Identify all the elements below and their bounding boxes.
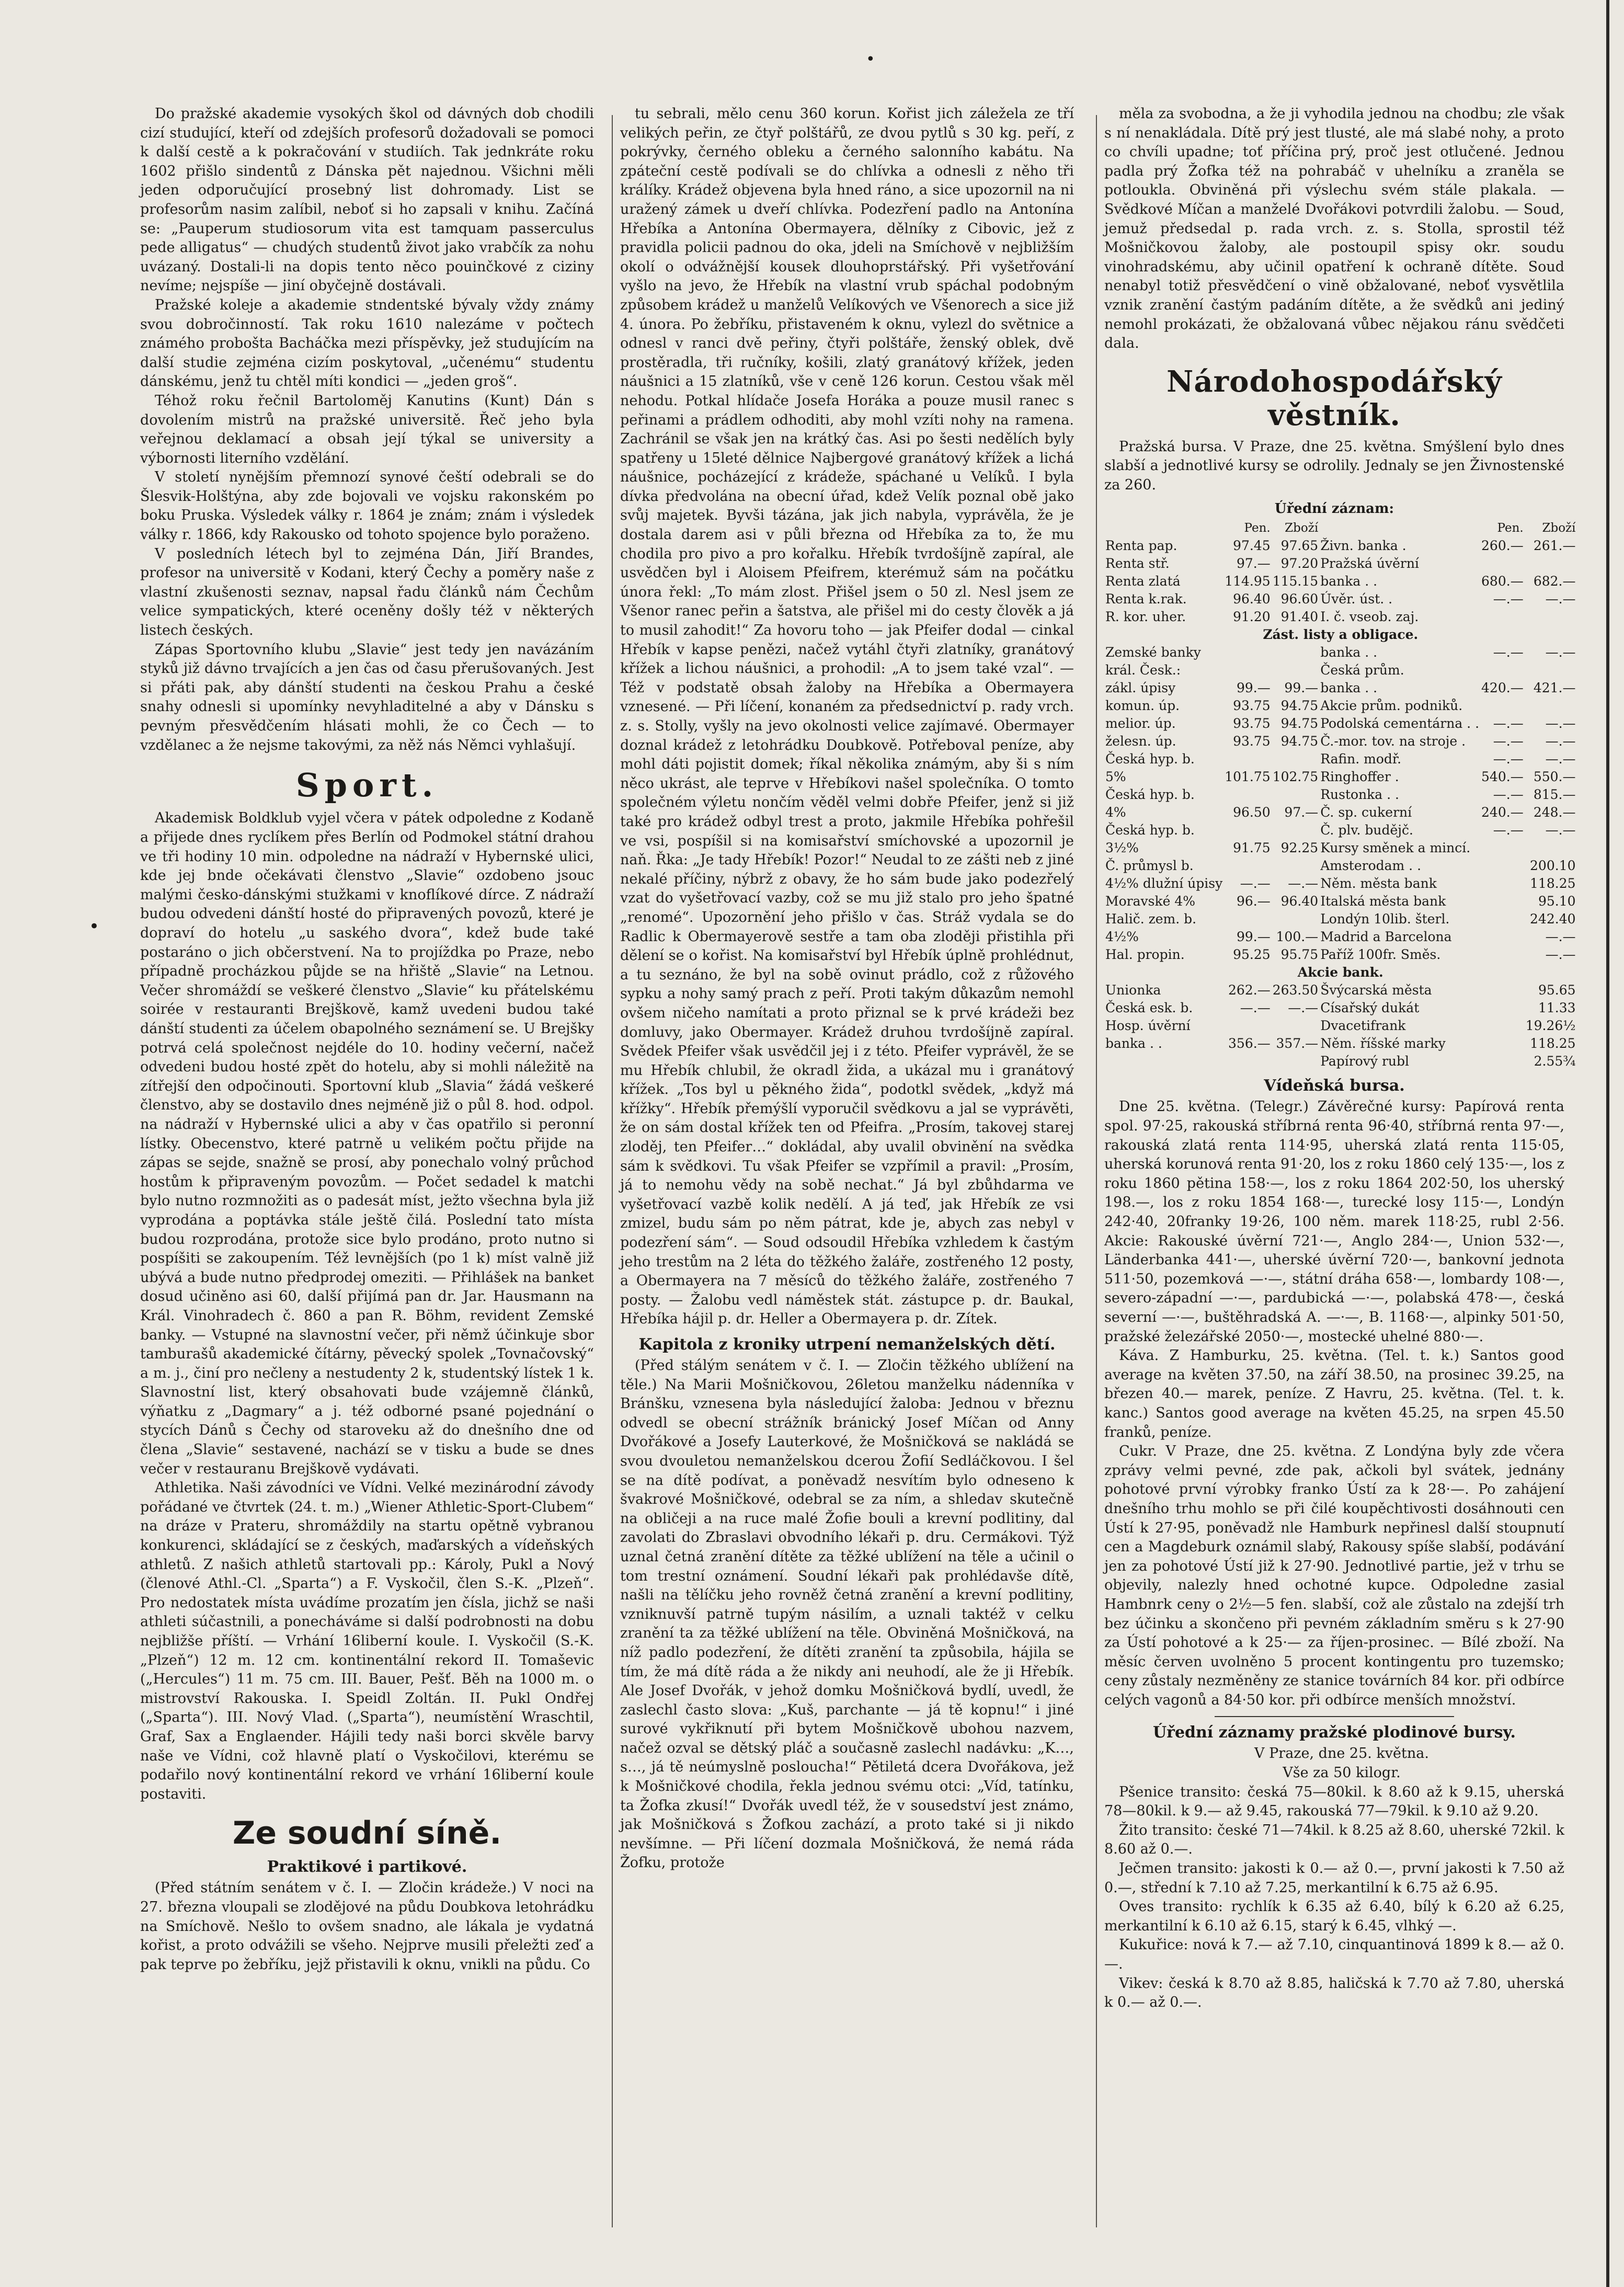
article-paragraph: Zápas Sportovního klubu „Slavie“ jest tedy jen navázáním styků již dávno trvajících a jen čas od času přerušovaných. Jest si přáti pak, aby dánští studenti na českou Prahu a české snahy odnesli si upomínky nevyhladitelné a aby v Dánsku s pevným přesvědčením hlásati mohli, že co Čech — to vzdělanec a že nejsme takovými, za něž nás Němci vyhlašují. bbox=[140, 641, 594, 753]
table-row bbox=[1104, 1053, 1577, 1070]
table-cell bbox=[1480, 697, 1525, 715]
table-section-header bbox=[1104, 964, 1577, 981]
table-cell: —.— bbox=[1493, 751, 1524, 767]
table-cell: Úvěr. úst. . bbox=[1320, 591, 1393, 607]
table-cell: 97.65 bbox=[1280, 538, 1319, 554]
table-cell bbox=[1272, 857, 1319, 875]
table-cell bbox=[1480, 946, 1525, 964]
table-cell: 99.— bbox=[1236, 929, 1271, 945]
table-row bbox=[1104, 1017, 1577, 1035]
column-divider bbox=[1096, 115, 1097, 2227]
table-row bbox=[1104, 839, 1577, 857]
table-cell: 260.— bbox=[1481, 538, 1524, 554]
table-cell: 118.25 bbox=[1530, 876, 1576, 891]
table-row bbox=[1104, 786, 1577, 804]
table-cell bbox=[1480, 839, 1525, 857]
table-row bbox=[1104, 608, 1577, 626]
table-cell: Renta k.rak. bbox=[1105, 591, 1187, 607]
table-cell: 2.55¾ bbox=[1534, 1054, 1576, 1069]
table-cell bbox=[1525, 839, 1577, 857]
table-cell: želesn. úp. bbox=[1105, 734, 1176, 749]
table-cell: —.— bbox=[1545, 591, 1576, 607]
table-cell: —.— bbox=[1545, 822, 1576, 838]
table-cell: 101.75 bbox=[1225, 769, 1271, 785]
table-cell bbox=[1480, 928, 1525, 946]
table-cell bbox=[1480, 981, 1525, 999]
table-cell: Renta pap. bbox=[1105, 538, 1177, 554]
table-row bbox=[1104, 999, 1577, 1017]
table-cell: 19.26½ bbox=[1525, 1018, 1576, 1034]
table-cell: Londýn 10lib. šterl. bbox=[1320, 911, 1450, 927]
table-cell: 99.— bbox=[1284, 680, 1319, 696]
article-paragraph: Akademisk Boldklub vyjel včera v pátek odpoledne z Kodaně a přijede dnes ryclíkem přes Berlín od Podmokel státní drahou ve tři hodiny 10 min. odpoledne na nádraží v Hybernské ulici, kde jej bnde očekávati členstvo „Slavie“ ozdobeno jsouc malými česko-dánskými stužkami v knoflíkové dírce. Z nádraží budou odvedeni dánští hosté do připravených povozů, které je dopraví do hotelu „u saského dvora“, kdež bude také postaráno o jich občerstvení. Na to projíždka po Praze, nebo případně procházkou půjde se na hřiště „Slavie“ na Letnou. Večer shromáždí se veškeré členstvo „Slavie“ ku přátelskému soirée v restauranti Brejškově, kamž uvedeni budou také dánští studenti za účelem obapolného seznámení se. U Brejšky potrvá celá společnost nejdéle do 10. hodiny večerní, načež odvedeni budou hosté zpět do hotelu, aby si mohli náležitě na zítřejší den odpočinouti. Sportovní klub „Slavia“ žádá veškeré členstvo, aby se dostavilo dnes nejméně již o půl 8. hod. odpol. na nádraží v Hybernské ulici a aby v čas opatřilo si peronní lístky. Obecenstvo, které patrně u velikém počtu přijde na zápas se sejde, snažně se prosí, aby ponechalo volný průchod hostům k připraveným povozům. — Počet sedadel k matchi bylo nutno rozmnožiti as o padesát míst, ježto všechna byla již vyprodána a poptávka stále ještě čilá. Poslední tato místa budou rozprodána, protože sice bylo prodáno, proto nutno si pospíšiti se zakoupením. Též levnějších (po 1 k) míst valně již ubývá a bude nutno předprodej omeziti. — Přihlášek na banket dosud učiněno asi 60, další přijímá pan dr. Jar. Hausmann na Král. Vinohradech č. 860 a pan R. Böhm, revident Zemské banky. — Vstupné na slavnostní večer, při němž účinkuje sbor tamburašů akademické čítárny, pěvecký spolek „Tovnačovský“ a m. j., činí pro nečleny a nestudenty 2 k, studentský lístek 1 k. Slavnostní list, který obsahovati bude vzájemně článků, výňatku z „Dagmary“ a j. též odborné psané pojednání o stycích Dánů s Čechy od staroveku až do dnešního dne od člena „Slavie“ sestavené, nachází se v tisku a bude se dnes večer v restauranu Brejškově vydávati. bbox=[140, 810, 594, 1477]
column-right bbox=[1104, 105, 1576, 2238]
table-cell: 97.45 bbox=[1233, 538, 1271, 554]
table-cell: Hosp. úvěrní bbox=[1105, 1018, 1191, 1034]
table-cell: 96.— bbox=[1236, 894, 1271, 909]
table-cell bbox=[1272, 644, 1319, 661]
table-cell: 5% bbox=[1105, 769, 1126, 785]
table-row bbox=[1104, 910, 1577, 928]
table-cell: 262.— bbox=[1228, 982, 1271, 998]
article-paragraph: Athletika. Naši závodníci ve Vídni. Velké mezinárodní závody pořádané ve čtvrtek (24. t. m.) „Wiener Athletic-Sport-Clubem“ na dráze v Prateru, shromáždily na startu opětně vybranou konkurenci, skládající se z českých, maďarských a vídeňských athletů. Z našich athletů startovali pp.: Károly, Pukl a Nový (členové Athl.-Cl. „Sparta“) a F. Vyskočil, člen S.-K. „Plzeň“. Pro nedostatek místa uvádíme prozatím jen čísla, jichž se naši athleti súčastnili, a ponecháváme si další podrobnosti na dobu nejbližše příští. — Vrhání 16liberní koule. I. Vyskočil (S.-K. „Plzeň“) 12 m. 12 cm. kontinentální rekord II. Tomaševic („Hercules“) 11 m. 75 cm. III. Bauer, Pešť. Běh na 1000 m. o mistrovství Rakouska. I. Speidl Zoltán. II. Pukl Ondřej („Sparta“). III. Nový Vlad. („Sparta“), neumístění Wraschtil, Graf, Sax a Englaender. Hájili tedy naši borci skvěle barvy naše ve Vídni, což hlavně platí o Vyskočilovi, kterému se podařilo nový kontinentální rekord ve vrhání 16liberní koule postaviti. bbox=[140, 1480, 594, 1802]
table-cell: 97.— bbox=[1236, 556, 1271, 571]
table-cell bbox=[1525, 608, 1577, 626]
table-cell bbox=[1272, 1017, 1319, 1035]
table-cell: 3½% bbox=[1105, 840, 1139, 856]
table-cell: 4½% dlužní úpisy bbox=[1105, 876, 1223, 891]
table-cell bbox=[1525, 555, 1577, 573]
table-cell: 102.75 bbox=[1272, 769, 1319, 785]
table-cell: Č. plv. budějč. bbox=[1320, 822, 1413, 838]
table-cell: Rafin. modř. bbox=[1320, 751, 1402, 767]
table-cell: komun. úp. bbox=[1105, 698, 1180, 714]
divider bbox=[1215, 1716, 1454, 1717]
table-row bbox=[1104, 661, 1577, 679]
table-cell bbox=[1272, 1053, 1319, 1070]
table-cell bbox=[1223, 857, 1271, 875]
table-cell: 96.40 bbox=[1280, 894, 1319, 909]
table-cell: Halič. zem. b. bbox=[1105, 911, 1197, 927]
table-cell: král. Česk.: bbox=[1105, 662, 1181, 678]
table-cell bbox=[1272, 750, 1319, 768]
table-cell bbox=[1272, 786, 1319, 804]
table-cell bbox=[1480, 875, 1525, 893]
table-cell: 95.75 bbox=[1280, 947, 1319, 963]
table-cell: 94.75 bbox=[1280, 698, 1319, 714]
table-cell: Kursy směnek a mincí. bbox=[1320, 840, 1471, 856]
table-cell: banka . . bbox=[1105, 1036, 1162, 1051]
table-cell: Zboží bbox=[1285, 521, 1319, 535]
table-cell: Pen. bbox=[1497, 521, 1524, 535]
table-cell: 94.75 bbox=[1280, 734, 1319, 749]
table-cell: Pen. bbox=[1244, 521, 1271, 535]
table-cell: —.— bbox=[1493, 591, 1524, 607]
table-row bbox=[1104, 733, 1577, 750]
table-cell: —.— bbox=[1493, 787, 1524, 803]
table-cell: 200.10 bbox=[1530, 858, 1576, 874]
article-paragraph: Téhož roku řečnil Bartoloměj Kanutins (Kunt) Dán s dovolením mistrů na pražské universitě. Řeč jeho byla veřejnou deklamací a obsah její týkal se university a výbornosti literního vzdělání. bbox=[140, 392, 594, 466]
table-cell: 93.75 bbox=[1233, 716, 1271, 731]
table-cell: Amsterodam . . bbox=[1320, 858, 1422, 874]
article-paragraph: Dne 25. května. (Telegr.) Závěrečné kursy: Papírová renta spol. 97·25, rakouská stříbrná renta 96·40, stříbrná renta 97·—, rakouská zlatá renta 114·95, uherská zlatá renta 115·05, uherská korunová renta 91·20, los z roku 1860 celý 135·—, los z roku 1860 pětina 158·—, los z roku 1864 202·50, los uherský 198.—, los z roku 1854 168·—, turecké losy 115·—, Londýn 242·40, 20franky 19·26, 100 něm. marek 118·25, rubl 2·56. Akcie: Rakouské úvěrní 721·—, Anglo 284·—, Union 532·—, Länderbanka 441·—, uherské úvěrní 720·—, bankovní jednota 511·50, pozemková —·—, státní dráha 658·—, lombardy 108·—, severo-západní —·—, pardubická —·—, polabská 478·—, česká severní —·—, buštěhradská A. —·—, B. 1168·—, alpinky 501·50, pražské železářské 2050·—, mostecké uhelné 880·—. bbox=[1104, 1099, 1564, 1345]
table-row bbox=[1104, 537, 1577, 555]
table-cell: 93.75 bbox=[1233, 734, 1271, 749]
table-row bbox=[1104, 697, 1577, 715]
table-row bbox=[1104, 590, 1577, 608]
table-cell: Akcie bank. bbox=[1297, 965, 1383, 980]
table-cell: Č. sp. cukerní bbox=[1320, 805, 1412, 820]
table-cell: Zboží bbox=[1542, 521, 1576, 535]
table-cell bbox=[1480, 999, 1525, 1017]
table-cell: 118.25 bbox=[1530, 1036, 1576, 1051]
table-cell: Živn. banka . bbox=[1320, 538, 1406, 554]
table-cell: —.— bbox=[1545, 751, 1576, 767]
table-cell: Něm. města bank bbox=[1320, 876, 1437, 891]
table-cell: banka . . bbox=[1320, 680, 1378, 696]
table-cell: 96.60 bbox=[1280, 591, 1319, 607]
table-cell: Česká hyp. b. bbox=[1105, 822, 1195, 838]
table-cell: 100.— bbox=[1276, 929, 1319, 945]
table-cell: banka . . bbox=[1320, 645, 1378, 660]
article-subheading: Praktikové i partikové. bbox=[267, 1858, 467, 1877]
table-row bbox=[1104, 981, 1577, 999]
table-cell: Pražská úvěrní bbox=[1320, 556, 1419, 571]
table-row bbox=[1104, 857, 1577, 875]
table-cell bbox=[1480, 893, 1525, 910]
table-cell: 95.65 bbox=[1538, 982, 1576, 998]
table-cell: —.— bbox=[1545, 929, 1576, 945]
article-paragraph: Do pražské akademie vysokých škol od dávných dob chodili cizí studující, kteří od zdejších profesorů dožadovali se pomoci k další cestě a k pokračování v studiích. Tak jednkráte roku 1602 přišlo sindentů z Dánska pět najednou. Všichni měli jeden odporučující prosebný list dohromady. List se profesorům nasim zalíbil, neboť si ho zapsali v knihu. Začíná se: „Pauperum studiosorum vita est tamquam passerculus pede alligatus“ — chudých studentů život jako vrabčík za nohu uvázaný. Dostali-li na dopis tento něco pouinčkové z ciziny nevíme; nejspíše — jiní obyčejně dostávali. bbox=[140, 106, 594, 294]
table-cell: 420.— bbox=[1481, 680, 1524, 696]
table-cell: 95.10 bbox=[1538, 894, 1576, 909]
table-cell: R. kor. uher. bbox=[1105, 609, 1186, 625]
table-cell: 540.— bbox=[1481, 769, 1524, 785]
margin-mark: • bbox=[89, 916, 100, 937]
table-cell bbox=[1223, 1017, 1271, 1035]
column-middle bbox=[620, 105, 1074, 2238]
table-cell: Podolská cementárna . . bbox=[1320, 716, 1480, 731]
table-cell: 91.75 bbox=[1233, 840, 1271, 856]
table-cell: 682.— bbox=[1533, 574, 1576, 589]
table-cell: 356.— bbox=[1228, 1036, 1271, 1051]
table-cell: Císařský dukát bbox=[1320, 1000, 1420, 1016]
table-cell bbox=[1480, 910, 1525, 928]
table-row bbox=[1104, 715, 1577, 733]
table-cell: banka . . bbox=[1320, 574, 1378, 589]
table-row bbox=[1104, 768, 1577, 786]
table-cell: 248.— bbox=[1533, 805, 1576, 820]
article-paragraph: Ječmen transito: jakosti k 0.— až 0.—, první jakosti k 7.50 až 0.—, střední k 7.10 až 7.25, merkantilní k 6.75 až 6.95. bbox=[1104, 1860, 1564, 1896]
table-cell: Renta stř. bbox=[1105, 556, 1170, 571]
table-cell: 680.— bbox=[1481, 574, 1524, 589]
table-cell bbox=[1223, 644, 1271, 661]
table-row bbox=[1104, 928, 1577, 946]
table-cell: 550.— bbox=[1533, 769, 1576, 785]
table-cell: —.— bbox=[1493, 822, 1524, 838]
table-cell: Česká hyp. b. bbox=[1105, 751, 1195, 767]
table-cell: 97.— bbox=[1284, 805, 1319, 820]
table-cell: 242.40 bbox=[1530, 911, 1576, 927]
table-cell: —.— bbox=[1493, 716, 1524, 731]
table-row bbox=[1104, 555, 1577, 573]
table-cell: Paříž 100fr. Směs. bbox=[1320, 947, 1441, 963]
table-cell: —.— bbox=[1493, 645, 1524, 660]
table-cell: I. č. vseob. zaj. bbox=[1320, 609, 1419, 625]
article-paragraph: Kukuřice: nová k 7.— až 7.10, cinquantinová 1899 k 8.— až 0.—. bbox=[1104, 1937, 1564, 1972]
article-subheading: Úřední záznamy pražské plodinové bursy. bbox=[1153, 1723, 1516, 1742]
section-heading-sport: Sport. bbox=[295, 766, 439, 805]
table-cell: Č. průmysl b. bbox=[1105, 858, 1194, 874]
table-cell: —.— bbox=[1545, 734, 1576, 749]
section-heading-economy: Národohospodářský věstník. bbox=[1166, 364, 1502, 433]
table-cell: Rustonka . . bbox=[1320, 787, 1399, 803]
table-cell: Česká hyp. b. bbox=[1105, 787, 1195, 803]
article-subheading: Vídeňská bursa. bbox=[1264, 1077, 1405, 1095]
table-cell: 4% bbox=[1105, 805, 1126, 820]
table-row bbox=[1104, 875, 1577, 893]
page-edge-rule bbox=[1606, 0, 1609, 2287]
table-row bbox=[1104, 679, 1577, 697]
article-paragraph: Oves transito: rychlík k 6.35 až 6.40, bílý k 6.20 až 6.25, merkantilní k 6.10 až 6.15, starý k 6.45, vlhký —. bbox=[1104, 1899, 1564, 1934]
table-cell: 114.95 bbox=[1225, 574, 1271, 589]
table-cell bbox=[1525, 697, 1577, 715]
table-cell: 240.— bbox=[1481, 805, 1524, 820]
table-cell: 357.— bbox=[1276, 1036, 1319, 1051]
section-heading-court: Ze soudní síně. bbox=[232, 1815, 502, 1852]
article-paragraph: (Před stálým senátem v č. I. — Zločin těžkého ublížení na těle.) Na Marii Mošničkovou, 26letou manželku nádenníka v Bránšku, vznesena byla následující žaloba: Jednou v březnu odvedl se obecní strážník bránický Josef Míčan od Anny Dvořákové a Josefy Lauterkové, že Mošničková se nakládá se svou dvouletou nemanželskou dcerou Žofií Sedláčkovou. I šel se na dítě podívat, a poněvadž nesvítím bylo odneseno k švakrové Mošničkové, odebral se za ním, a shledav skutečně na obličeji a na ruce malé Žofie bouli a krevní podlitiny, dal zavolati do Zbraslavi obvodního lékaři p. dru. Cermákovi. Týž uznal četná zranění dítěte za těžké ublížení na těle a učinil o tom trestní oznámení. Soudní lékaři pak prohlédavše dítě, našli na tělíčku jeho rovněž četná zranění a krevní podlitiny, vzniknuvší patrně tupým násilím, a uznali taktéž v celku zranění ta za těžké ublížení na těle. Obviněná Mošničková, na níž padlo podezření, že dítěti zranění ta způsobila, hájila se tím, že má dítě ráda a že nikdy ani neuhodí, ale že ji Hřebík. Ale Josef Dvořák, v jehož domku Mošničková bydlí, uvedl, že zaslechl často slova: „Kuš, parchante — já tě kopnu!“ i jiné surové vykřiknutí při bytem Mošničkově ubohou nazvem, načež ozval se dětský pláč a současně zaslechl nadávku: „K…, s…, já tě neúmyslně posloucha!“ Pětiletá dcera Dvořákova, jež k Mošničkové chodila, řekla jednou svému otci: „Víd, tatínku, ta Žofka zkusí!“ Dvořák uvedl též, že v sousedství jest známo, jak Mošničková s Žofkou zachází, a proto také si ji nikdo nevšímne. — Při líčení dozmala Mošničková, že nemá ráda Žofku, protože bbox=[620, 1357, 1074, 1871]
article-paragraph: V století nynějším přemnozí synové čeští odebrali se do Šlesvik-Holštýna, aby zde bojovali ve vojsku rakonském po boku Pruska. Výsledek války r. 1864 je znám; znám i výsledek války r. 1866, kdy Rakousko od tohoto spojence bylo poraženo. bbox=[140, 469, 594, 543]
table-cell bbox=[1480, 1035, 1525, 1053]
table-row bbox=[1104, 821, 1577, 839]
column-divider bbox=[612, 115, 613, 2227]
table-cell bbox=[1223, 1053, 1271, 1070]
article-paragraph: Vikev: česká k 8.70 až 8.85, haličská k 7.70 až 7.80, uherská k 0.— až 0.—. bbox=[1104, 1975, 1564, 2011]
table-cell: 97.20 bbox=[1280, 556, 1319, 571]
table-cell bbox=[1223, 821, 1271, 839]
article-paragraph: Žito transito: české 71—74kil. k 8.25 až 8.60, uherské 72kil. k 8.60 až 0.—. bbox=[1104, 1822, 1564, 1858]
table-cell bbox=[1480, 1017, 1525, 1035]
table-cell: Zást. listy a obligace. bbox=[1263, 627, 1419, 643]
table-cell: 95.25 bbox=[1233, 947, 1271, 963]
table-cell: Švýcarská města bbox=[1320, 982, 1432, 998]
table-cell bbox=[1272, 821, 1319, 839]
article-paragraph: Pražské koleje a akademie stndentské bývaly vždy známy svou dobročinností. Tak roku 1610 nalezáme v počtech známého probošta Bacháčka mezi příspěvky, jež studujícím na další studie zejména cizím poskytoval, „učenému“ studentu dánskému, jenž tu chtěl míti kondici — „jeden groš“. bbox=[140, 296, 594, 390]
table-cell bbox=[1223, 786, 1271, 804]
table-cell: 4½% bbox=[1105, 929, 1139, 945]
unit-note: Vše za 50 kilogr. bbox=[1283, 1765, 1401, 1781]
table-cell: 11.33 bbox=[1538, 1000, 1576, 1016]
table-cell: melior. úp. bbox=[1105, 716, 1176, 731]
table-cell bbox=[1525, 661, 1577, 679]
table-cell: Ringhoffer . bbox=[1320, 769, 1399, 785]
table-row bbox=[1104, 750, 1577, 768]
article-paragraph: Cukr. V Praze, dne 25. května. Z Londýna byly zde včera zprávy velmi pevné, zde pak, ačkoli byl svátek, jednány pohotové první výrobky franko Ústí za k 28·—. Po zahájení dnešního trhu mohlo se při čilé koupěchtivosti dosáhnouti cen Ústí k 27·95, poněvadž nle Hamburk nepřinesl další stoupnutí cen a Magdeburk oznámil slabý, Rakousy spíše slabší, podávání jen za pohotové Ústí již k 27·90. Jednotlivé partie, jež v trhu se objevily, nalezly hned ochotné kupce. Odpoledne zasial Hambnrk ceny o 2½—5 fen. slabší, což ale zůstalo na zdejší trh bez účinku a skončeno při pevném základním směru s k 27·90 za Ústí pohotové a k 25·— za říjen-prosinec. — Bílé zboží. Na měsíc červen uvolněno 5 procent kontingentu pro tuzemsko; ceny zůstaly nezměněny ze stanice továrních 84 kor. při odbírce celých vagonů a 84·50 kor. při odbírce menších množství. bbox=[1104, 1443, 1564, 1708]
table-cell: —.— bbox=[1288, 1000, 1319, 1016]
table-cell: zákl. úpisy bbox=[1105, 680, 1176, 696]
table-row bbox=[1104, 893, 1577, 910]
table-cell: —.— bbox=[1545, 645, 1576, 660]
dateline: V Praze, dne 25. května. bbox=[1254, 1745, 1429, 1762]
table-cell: —.— bbox=[1288, 876, 1319, 891]
table-cell: Hal. propin. bbox=[1105, 947, 1185, 963]
table-cell bbox=[1223, 661, 1271, 679]
table-cell bbox=[1104, 519, 1223, 537]
article-paragraph: tu sebrali, mělo cenu 360 korun. Kořist jich záležela ze tří velikých peřin, ze čtyř polštářů, ze dvou pytlů s 30 kg. peří, z pokrývky, černého obleku a černého salonního kabátu. Na zpáteční cestě podívali se do chlívka a odnesli z něho tři králíky. Krádež objevena byla hned ráno, a sice upozornil na ni uražený zámek u dveří chlívka. Podezření padlo na Antonína Hřebíka a Antonína Obermayera, dělníky z Cibovic, jež z pravidla policii padnou do oka, jdeli na Smíchově v nejbližším okolí o odvážnější kousek dlouhoprstářský. Při vyšetřování vyšlo na jevo, že Hřebík na vlastní vrub spáchal podobným způsobem krádež u manželů Velíkových ve Všenorech a sice již 4. února. Po žebříku, přistaveném k oknu, vylezl do světnice a odnesl v ranci dvě peřiny, čtyři polštáře, ženský oblek, dvě prostěradla, tři ručníky, košili, zlatý granátový křížek, jeden náušnici a 15 zlatníků, vše v ceně 126 korun. Cestou však měl nehodu. Potkal hlídače Josefa Horáka a pouze musil ranec s peřinami a prádlem odhoditi, aby mohl vzíti nohy na ramena. Zachránil se však jen na krátký čas. Asi po šesti nedělích byly spatřeny u 15leté dělnice Najbergové granátový křížek a lichá náušnice, pocházející z krádeže, spáchané u Velíků. I byla dívka předvolána na obecní úřad, kdež Velík poznal obě jako svůj majetek. Byvši tázána, jak jich nabyla, vyprávěla, že je dostala darem asi v půli března od Hřebíka za to, že mu chodila pro pivo a pro kořalku. Hřebík tvrdošíjně zapíral, ale usvědčen byl i Aloisem Pfeifrem, kterémuž sám na počátku února řekl: „To mám zlost. Přišel jsem o 50 zl. Nesl jsem ze Všenor ranec peřin a šatstva, ale přišel mi do cesty člověk a já to musil zahodit!“ Za hovoru toho — jak Pfeifer dodal — cinkal Hřebík v kapse penězi, načež vytáhl čtyři zlatníky, granátový křížek a lichou náušnici, a prohodil: „A to jsem také vzal“. — Též v podstatě obsah žaloby na Hřebíka a Obermayera vznesené. — Při líčení, konaném za předsednictví p. rady vrch. z. s. Stolly, vyšly na jevo okolnosti velice zajímavé. Obermayer doznal krádež z letohrádku Doubkově. Potřeboval peníze, aby mohl dáti pojistit domek; říkal několika známým, aby ši s ním něco ukrást, ale teprve v Hřebíkovi našel společníka. O tomto společném výletu nončím věděl velmi dobře Pfeifer, jenž si již také pro krádež odbyl trest a proto, jakmile Hřebíka pohřešil ve vsi, pospíšil si na komisařství smíchovské a upozornil je naň. Řka: „Je tady Hřebík! Pozor!“ Neudal to ze zášti neb z jiné nekalé příčiny, nýbrž z obavy, že ho sám bude jako podezřelý vzat do vyšetřovací vazby, což se mu již stalo pro jeho špatné „renomé“. Upozornění jeho přišlo v čas. Stráž vydala se do Radlic k Obermayerově sestře a tam oba zloději přistihla při dělení se o kořist. Na komisařství byl Hřebík úplně prohlédnut, a tu seznáno, že byl na sobě ovinut prádlo, což z růžového sypku a nohy samý prach z peří. Proti takým důkazům nemohl ovšem ničeho namítati a proto přiznal se k prvé krádeži bez domluvy, jako Obermayer. Krádež druhou tvrdošíjně zapíral. Svědek Pfeifer však usvědčil jej i z této. Pfeifer vyprávěl, že se mu Hřebík chlubil, že okradl žida, a ukázal mu i granátový křížek. „Tos byl u pěkného žida“, podotkl svědek, „když má křížky“. Hřebík přemýšlí vyporučil svědkovu a jal se vyprávěti, že on sám dostal křížek ten od Pfeifra. „Prosím, takovej starej zloděj, ten Pfeifer…“ dokládal, aby uvalil obvinění na svědka sám k svědkovi. Tu však Pfeifer se vzpřímil a pravil: „Prosím, já to nemohu vědy na sobě nechat.“ Já byl zbůhdarma ve vyšetřovací vazbě kolik nedělí. A já teď, jak Hřebík ze vsi zmizel, budu sám po něm pátrat, kde je, abych zas nebyl v podezření sám“. — Soud odsoudil Hřebíka vzhledem k častým jeho trestům na 2 léta do těžkého žaláře, zostřeného 12 posty, a Obermayera na 7 měsíců do těžkého žaláře, zostřeného 7 posty. — Žalobu vedl náměstek stát. zástupce p. dr. Baukal, Hřebíka hájil p. dr. Heller a Obermayera p. dr. Zítek. bbox=[620, 106, 1074, 1328]
column-left bbox=[140, 105, 594, 2238]
table-cell: Česká prům. bbox=[1320, 662, 1404, 678]
article-paragraph: Pšenice transito: česká 75—80kil. k 8.60 až k 9.15, uherská 78—80kil. k 9.— až 9.45, rakouská 77—79kil. k 9.10 až 9.20. bbox=[1104, 1783, 1564, 1820]
table-cell bbox=[1272, 910, 1319, 928]
table-caption: Úřední záznam: bbox=[1274, 501, 1394, 517]
table-cell: Dvacetifrank bbox=[1320, 1018, 1406, 1034]
table-cell: —.— bbox=[1493, 734, 1524, 749]
table-cell: 99.— bbox=[1236, 680, 1271, 696]
table-cell: 115.15 bbox=[1272, 574, 1319, 589]
exchange-table bbox=[1104, 519, 1577, 1070]
table-cell: Akcie prům. podniků. bbox=[1320, 698, 1463, 714]
table-cell: 96.40 bbox=[1233, 591, 1271, 607]
table-row bbox=[1104, 804, 1577, 821]
table-cell: 261.— bbox=[1533, 538, 1576, 554]
table-cell: 421.— bbox=[1533, 680, 1576, 696]
table-cell: 91.20 bbox=[1233, 609, 1271, 625]
article-subheading: Kapitola z kroniky utrpení nemanželských dětí. bbox=[638, 1335, 1056, 1354]
table-row bbox=[1104, 644, 1577, 661]
table-cell: Madrid a Barcelona bbox=[1320, 929, 1452, 945]
table-cell bbox=[1480, 608, 1525, 626]
table-cell: Unionka bbox=[1105, 982, 1161, 998]
table-cell: Moravské 4% bbox=[1105, 894, 1196, 909]
table-cell: Zemské banky bbox=[1105, 645, 1201, 660]
table-section-header bbox=[1104, 626, 1577, 644]
table-cell: Italská města bank bbox=[1320, 894, 1446, 909]
table-cell bbox=[1319, 519, 1480, 537]
table-cell: —.— bbox=[1240, 876, 1271, 891]
table-cell: 94.75 bbox=[1280, 716, 1319, 731]
table-cell: Č.-mor. tov. na stroje . bbox=[1320, 734, 1466, 749]
table-cell bbox=[1480, 857, 1525, 875]
table-cell: 92.25 bbox=[1280, 840, 1319, 856]
table-cell: —.— bbox=[1545, 716, 1576, 731]
table-row bbox=[1104, 1035, 1577, 1053]
table-header-row bbox=[1104, 519, 1577, 537]
table-cell bbox=[1480, 661, 1525, 679]
article-paragraph: Pražská bursa. V Praze, dne 25. května. Smýšlení bylo dnes slabší a jednotlivé kursy se odrolily. Jednaly se jen Živnostenské za 260. bbox=[1104, 438, 1564, 493]
table-cell: 815.— bbox=[1533, 787, 1576, 803]
article-paragraph: měla za svobodna, a že ji vyhodila jednou na chodbu; zle však s ní nenakládala. Dítě prý jest tlusté, ale má slabé nohy, a proto co chvíli upadne; toť příčina prý, proč jest otlučené. Jednou padla prý Žofka též na pohrabáč v uhelníku a zraněla se potloukla. Obviněná při výslechu svém stále plakala. — Svědkové Míčan a manželé Dvořákovi potvrdili žalobu. — Soud, jemuž předsedal p. rada vrch. z. s. Stolla, sprostil též Mošničkovou žaloby, ale postoupil spisy okr. soudu vinohradskému, aby učinil opatření k ochraně dítěte. Soud nenabyl totiž přesvědčení o vině obžalované, neboť vysvětlila vznik zranění častým padáním dítěte, a že svědků ani jediný nemohl prokázati, že obžalovaná vůbec nějakou ránu svědčeti dala. bbox=[1104, 106, 1564, 352]
table-cell: —.— bbox=[1240, 1000, 1271, 1016]
table-cell bbox=[1480, 1053, 1525, 1070]
article-paragraph: V posledních létech byl to zejména Dán, Jiří Brandes, profesor na universitě v Kodani, který Čechy a poměry naše z vlastní zkušenosti seznav, napsal řadu článků nám Čechům velice sympatických, které oceněny došly též v některých listech českých. bbox=[140, 545, 594, 639]
table-cell: Česká esk. b. bbox=[1105, 1000, 1193, 1016]
article-paragraph: Káva. Z Hamburku, 25. května. (Tel. t. k.) Santos good average na květen 37.50, na září 38.50, na prosinec 39.25, na březen 40.— marek, peníze. Z Havru, 25. května. (Tel. t. k. kanc.) Santos good average na květen 45.25, na srpen 45.50 franků, peníze. bbox=[1104, 1347, 1564, 1440]
table-cell: 263.50 bbox=[1272, 982, 1319, 998]
table-cell: Renta zlatá bbox=[1105, 574, 1181, 589]
print-speck: • bbox=[866, 50, 875, 68]
table-row bbox=[1104, 946, 1577, 964]
table-cell bbox=[1480, 555, 1525, 573]
table-cell bbox=[1272, 661, 1319, 679]
table-cell: Papírový rubl bbox=[1320, 1054, 1410, 1069]
table-cell: Něm. říšské marky bbox=[1320, 1036, 1446, 1051]
table-cell: 91.40 bbox=[1280, 609, 1319, 625]
table-cell: 93.75 bbox=[1233, 698, 1271, 714]
table-cell bbox=[1223, 750, 1271, 768]
table-row bbox=[1104, 573, 1577, 590]
table-cell: —.— bbox=[1545, 947, 1576, 963]
table-cell bbox=[1104, 1053, 1223, 1070]
article-paragraph: (Před státním senátem v č. I. — Zločin krádeže.) V noci na 27. března vloupali se zlodějové na půdu Doubkova letohrádku na Smíchově. Nešlo to ovšem snadno, ale lákala je vydatná kořist, a proto odvážili se všeho. Nejprve musili přeležti zeď a pak teprve po žebříku, jejž přistavili k oknu, vnikli na půdu. Co bbox=[140, 1880, 594, 1973]
table-cell bbox=[1223, 910, 1271, 928]
table-cell: 96.50 bbox=[1233, 805, 1271, 820]
